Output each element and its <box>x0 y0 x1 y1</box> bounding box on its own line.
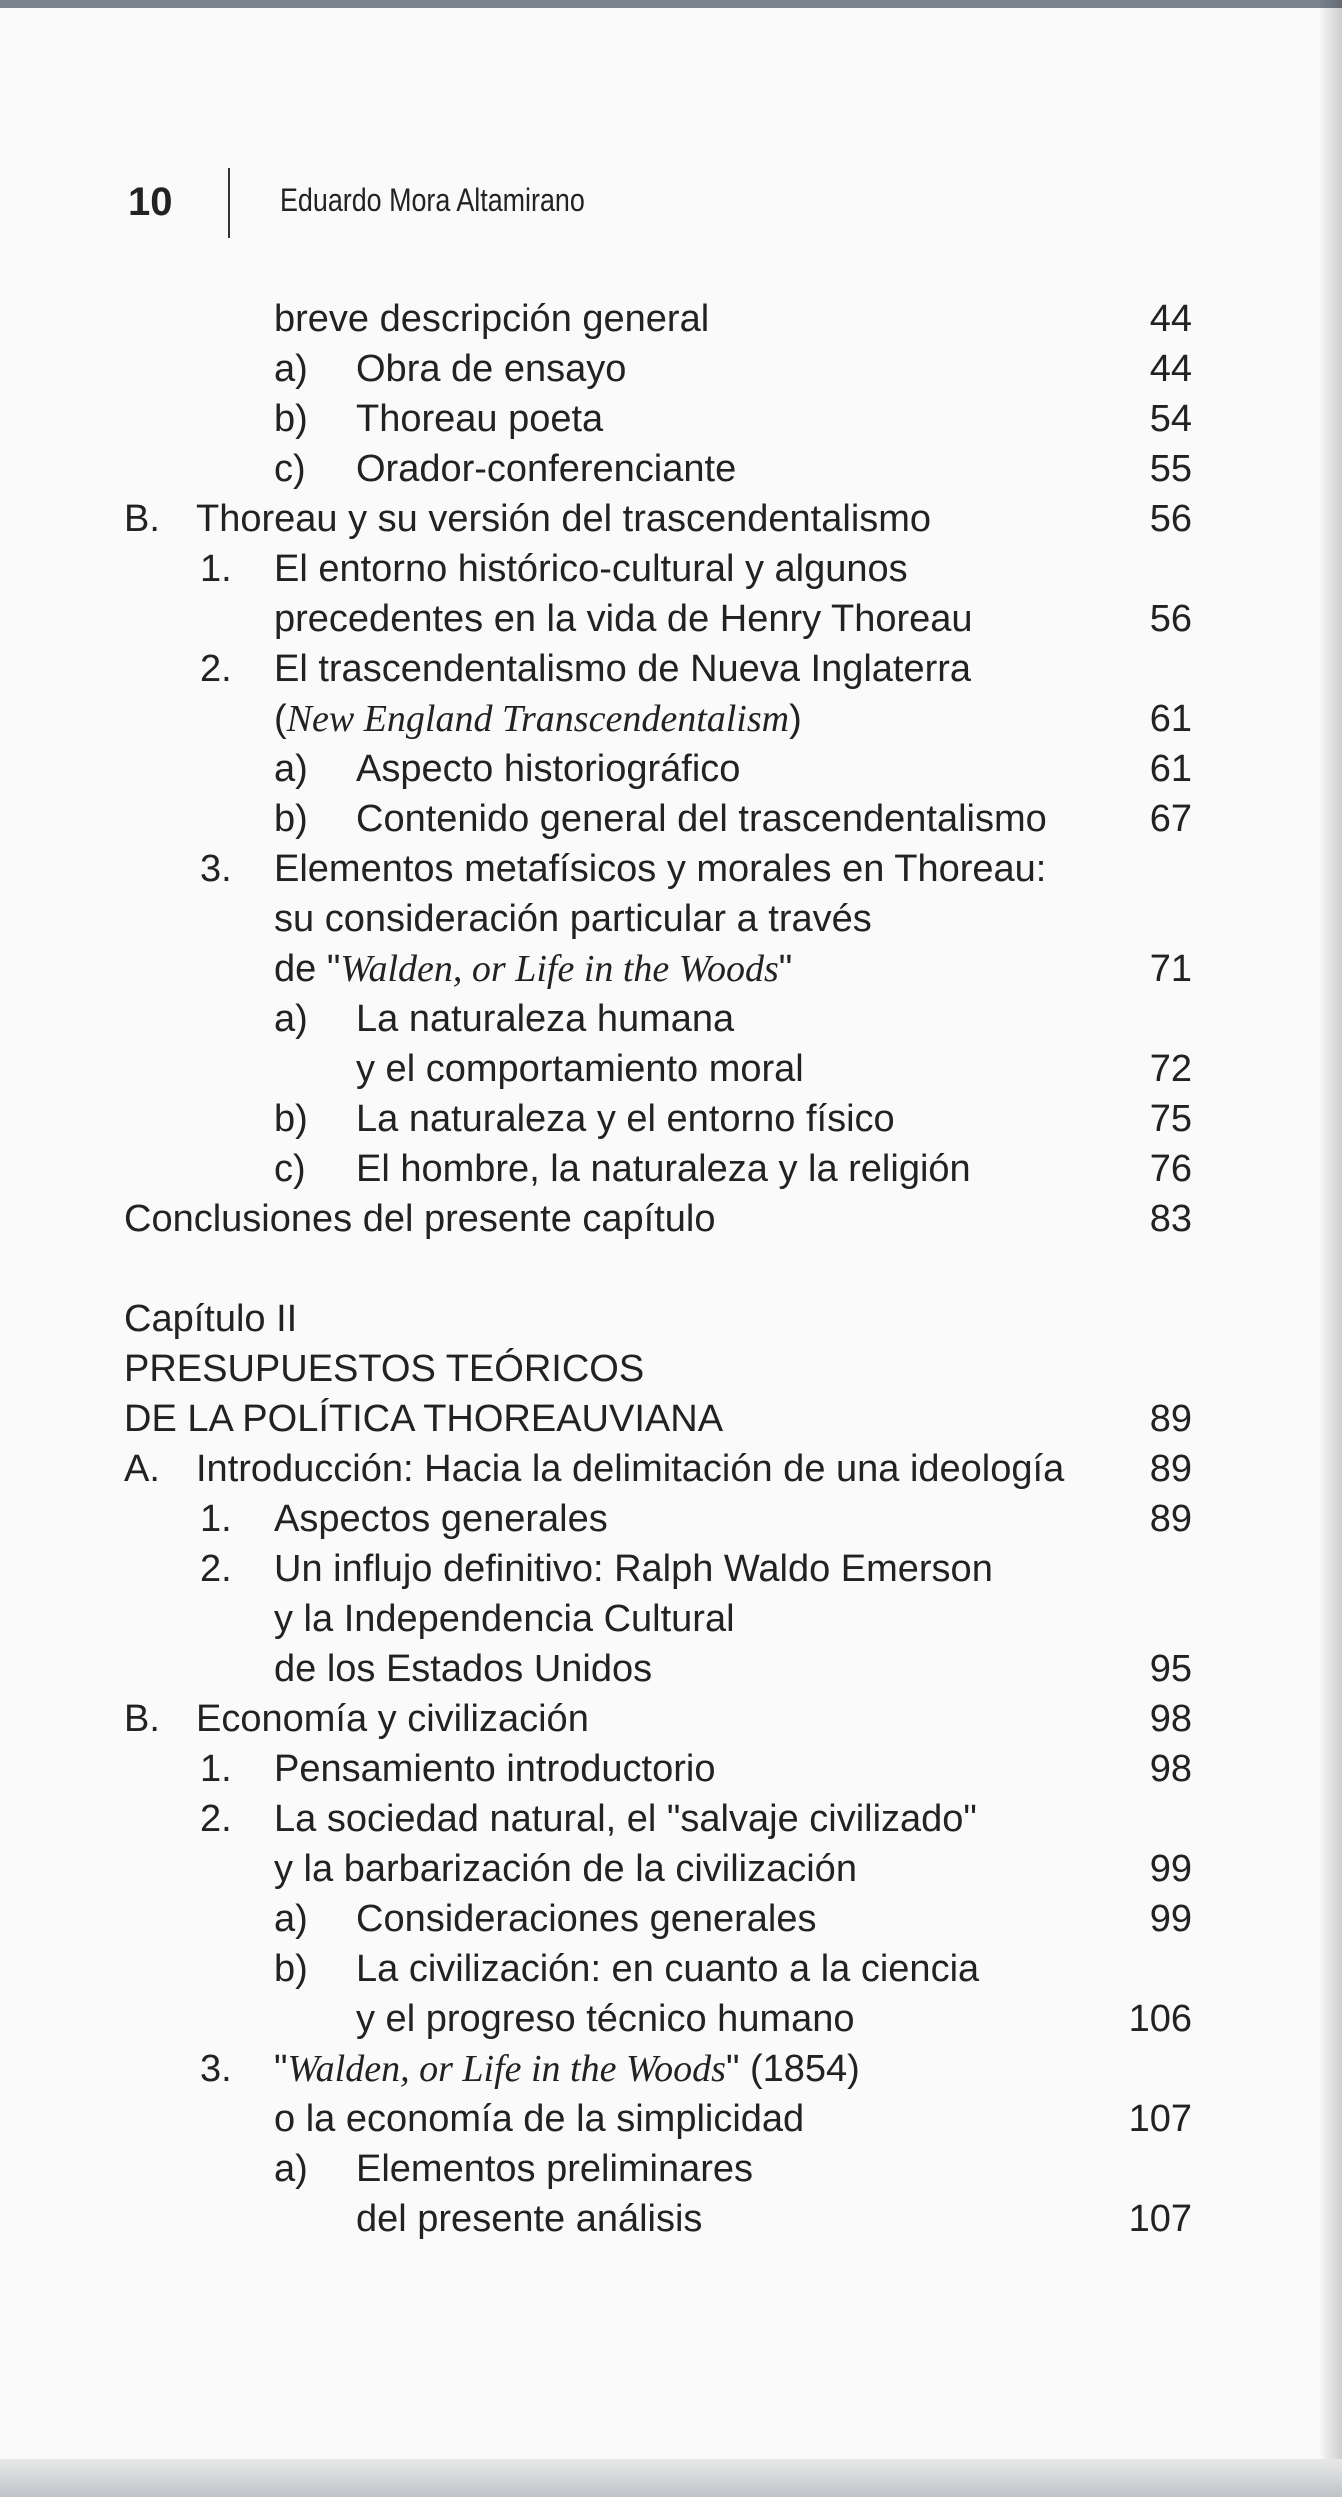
toc-entry-page: 89 <box>1149 1448 1192 1490</box>
toc-entry-title: y la Independencia Cultural <box>274 1598 735 1640</box>
toc-entry-marker: 1. <box>200 1748 232 1790</box>
toc-entry <box>124 1044 1192 1094</box>
toc-entry-marker: 1. <box>200 548 232 590</box>
toc-entry <box>124 494 1192 544</box>
toc-entry <box>124 944 1192 994</box>
toc-entry-marker: A. <box>124 1448 160 1490</box>
toc-entry <box>124 2094 1192 2144</box>
toc-entry <box>124 1094 1192 1144</box>
toc-entry-marker: 2. <box>200 1548 232 1590</box>
toc-entry-title: Economía y civilización <box>196 1698 589 1740</box>
toc-entry <box>124 1394 1192 1444</box>
toc-entry-title: Aspectos generales <box>274 1498 608 1540</box>
toc-entry-title: y el comportamiento moral <box>356 1048 804 1090</box>
toc-entry-page: 55 <box>1149 448 1192 490</box>
toc-entry-page: 89 <box>1149 1498 1192 1540</box>
toc-entry <box>124 2044 1192 2094</box>
toc-entry-title: Aspecto historiográfico <box>356 748 741 790</box>
toc-entry-marker: b) <box>274 1948 308 1990</box>
toc-entry-title-prefix: ( <box>274 698 287 740</box>
toc-entry <box>124 1444 1192 1494</box>
toc-entry <box>124 1644 1192 1694</box>
toc-entry-title <box>124 694 1192 744</box>
toc-entry-title: El hombre, la naturaleza y la religión <box>356 1148 971 1190</box>
toc-entry-title-italic: Walden, or Life in the Woods <box>287 2048 726 2090</box>
toc-entry-title: La civilización: en cuanto a la ciencia <box>356 1948 980 1990</box>
toc-entry-marker: a) <box>274 998 308 1040</box>
toc-entry <box>124 1994 1192 2044</box>
toc-entry-title: Orador-conferenciante <box>356 448 737 490</box>
toc-entry-marker: 3. <box>200 2048 232 2090</box>
toc-entry <box>124 1894 1192 1944</box>
toc-entry-title: precedentes en la vida de Henry Thoreau <box>274 598 973 640</box>
header-divider <box>228 168 230 238</box>
toc-entry-marker: 2. <box>200 648 232 690</box>
toc-entry-title: Introducción: Hacia la delimitación de una ideología <box>196 1448 1065 1490</box>
toc-entry <box>124 1144 1192 1194</box>
toc-entry-title: La naturaleza y el entorno físico <box>356 1098 895 1140</box>
toc-entry-title: El trascendentalismo de Nueva Inglaterra <box>274 648 972 690</box>
toc-entry <box>124 2194 1192 2244</box>
toc-entry <box>124 744 1192 794</box>
toc-entry <box>124 294 1192 344</box>
toc-entry-title: y la barbarización de la civilización <box>274 1848 857 1890</box>
toc-entry-page: 89 <box>1149 1398 1192 1440</box>
toc-entry-title: El entorno histórico-cultural y algunos <box>274 548 908 590</box>
toc-entry <box>124 644 1192 694</box>
toc-entry-title-italic: New England Transcendentalism <box>286 698 790 740</box>
toc-entry-title: breve descripción general <box>274 298 710 340</box>
toc-entry <box>124 694 1192 744</box>
toc-entry-title: Conclusiones del presente capítulo <box>124 1198 716 1240</box>
running-head-author: Eduardo Mora Altamirano <box>280 182 585 218</box>
toc-entry-marker: b) <box>274 798 308 840</box>
toc-entry-marker: a) <box>274 748 308 790</box>
toc-entry-page: 99 <box>1149 1848 1192 1890</box>
toc-entry-page: 106 <box>1128 1998 1192 2040</box>
toc-entry-page: 107 <box>1128 2098 1192 2140</box>
toc-entry <box>124 1694 1192 1744</box>
toc-entry-page: 72 <box>1149 1048 1192 1090</box>
toc-entry-title-suffix: ) <box>789 698 802 740</box>
toc-entry <box>124 994 1192 1044</box>
toc-entry-page: 95 <box>1149 1648 1192 1690</box>
toc-entry-title: Obra de ensayo <box>356 348 627 390</box>
toc-entry-marker: b) <box>274 1098 308 1140</box>
toc-entry-title: DE LA POLÍTICA THOREAUVIANA <box>124 1398 724 1440</box>
toc-entry <box>124 544 1192 594</box>
toc-entry <box>124 794 1192 844</box>
toc-entry-title: Elementos preliminares <box>356 2148 754 2190</box>
toc-entry-title: La naturaleza humana <box>356 998 735 1040</box>
toc-entry <box>124 1494 1192 1544</box>
section-spacer <box>124 1244 1192 1294</box>
toc-entry <box>124 344 1192 394</box>
toc-entry-marker: 1. <box>200 1498 232 1540</box>
toc-entry-page: 107 <box>1128 2198 1192 2240</box>
toc-entry-title: Contenido general del trascendentalismo <box>356 798 1047 840</box>
toc-entry-page: 56 <box>1149 498 1192 540</box>
toc-entry-page: 54 <box>1149 398 1192 440</box>
toc-entry-page: 56 <box>1149 598 1192 640</box>
page-number: 10 <box>128 180 173 224</box>
toc-entry-title: de los Estados Unidos <box>274 1648 653 1690</box>
toc-entry <box>124 1944 1192 1994</box>
toc-entry-marker: B. <box>124 498 160 540</box>
toc-entry-title-suffix: " <box>778 948 793 990</box>
toc-entry-page: 44 <box>1149 348 1192 390</box>
scan-top-edge <box>0 0 1342 8</box>
toc-entry-title: Consideraciones generales <box>356 1898 817 1940</box>
toc-entry-title-suffix: " (1854) <box>725 2048 860 2090</box>
toc-entry-page: 98 <box>1149 1698 1192 1740</box>
toc-entry-page: 98 <box>1149 1748 1192 1790</box>
toc-entry-title: su consideración particular a través <box>274 898 872 940</box>
toc-entry-title <box>124 944 1192 994</box>
toc-entry <box>124 894 1192 944</box>
toc-entry <box>124 1744 1192 1794</box>
toc-entry-page: 61 <box>1149 748 1192 790</box>
toc-entry <box>124 844 1192 894</box>
toc-entry-page: 61 <box>1149 698 1192 740</box>
scan-right-shadow <box>1318 0 1342 2497</box>
toc-entry-marker: 3. <box>200 848 232 890</box>
toc-entry <box>124 1344 1192 1394</box>
toc-entry-title: Pensamiento introductorio <box>274 1748 716 1790</box>
toc-entry <box>124 1794 1192 1844</box>
toc-entry <box>124 394 1192 444</box>
toc-entry-title-italic: Walden, or Life in the Woods <box>340 948 779 990</box>
toc-entry-title: Capítulo II <box>124 1298 298 1340</box>
toc-entry <box>124 594 1192 644</box>
toc-entry-title: Thoreau poeta <box>356 398 604 440</box>
toc-entry-page: 83 <box>1149 1198 1192 1240</box>
table-of-contents <box>124 294 1192 2244</box>
toc-entry-title: PRESUPUESTOS TEÓRICOS <box>124 1348 645 1390</box>
toc-entry-page: 67 <box>1149 798 1192 840</box>
toc-entry-title: del presente análisis <box>356 2198 703 2240</box>
toc-entry-title <box>124 2044 1192 2094</box>
toc-entry-page: 99 <box>1149 1898 1192 1940</box>
toc-entry-title: Thoreau y su versión del trascendentalismo <box>196 498 932 540</box>
toc-entry-title: o la economía de la simplicidad <box>274 2098 805 2140</box>
toc-entry <box>124 1594 1192 1644</box>
toc-entry-marker: c) <box>274 448 306 490</box>
toc-entry <box>124 1194 1192 1244</box>
toc-entry <box>124 1294 1192 1344</box>
toc-entry-page: 76 <box>1149 1148 1192 1190</box>
toc-entry-marker: a) <box>274 1898 308 1940</box>
toc-entry-marker: B. <box>124 1698 160 1740</box>
toc-entry-page: 71 <box>1149 948 1192 990</box>
toc-entry-title: La sociedad natural, el "salvaje civilizado" <box>274 1798 977 1840</box>
toc-entry-title-prefix: de " <box>274 948 341 990</box>
toc-entry-title: Un influjo definitivo: Ralph Waldo Emerson <box>274 1548 993 1590</box>
toc-entry-title-prefix: " <box>274 2048 288 2090</box>
toc-entry-marker: a) <box>274 2148 308 2190</box>
toc-entry-marker: 2. <box>200 1798 232 1840</box>
toc-entry-marker: b) <box>274 398 308 440</box>
toc-entry <box>124 1844 1192 1894</box>
toc-entry-title: Elementos metafísicos y morales en Thoreau: <box>274 848 1047 890</box>
scan-bottom-edge <box>0 2459 1342 2497</box>
toc-entry-page: 75 <box>1149 1098 1192 1140</box>
toc-entry-marker: a) <box>274 348 308 390</box>
toc-entry-page: 44 <box>1149 298 1192 340</box>
toc-entry-title: y el progreso técnico humano <box>356 1998 855 2040</box>
toc-entry <box>124 444 1192 494</box>
toc-entry <box>124 2144 1192 2194</box>
toc-entry-marker: c) <box>274 1148 306 1190</box>
toc-entry <box>124 1544 1192 1594</box>
